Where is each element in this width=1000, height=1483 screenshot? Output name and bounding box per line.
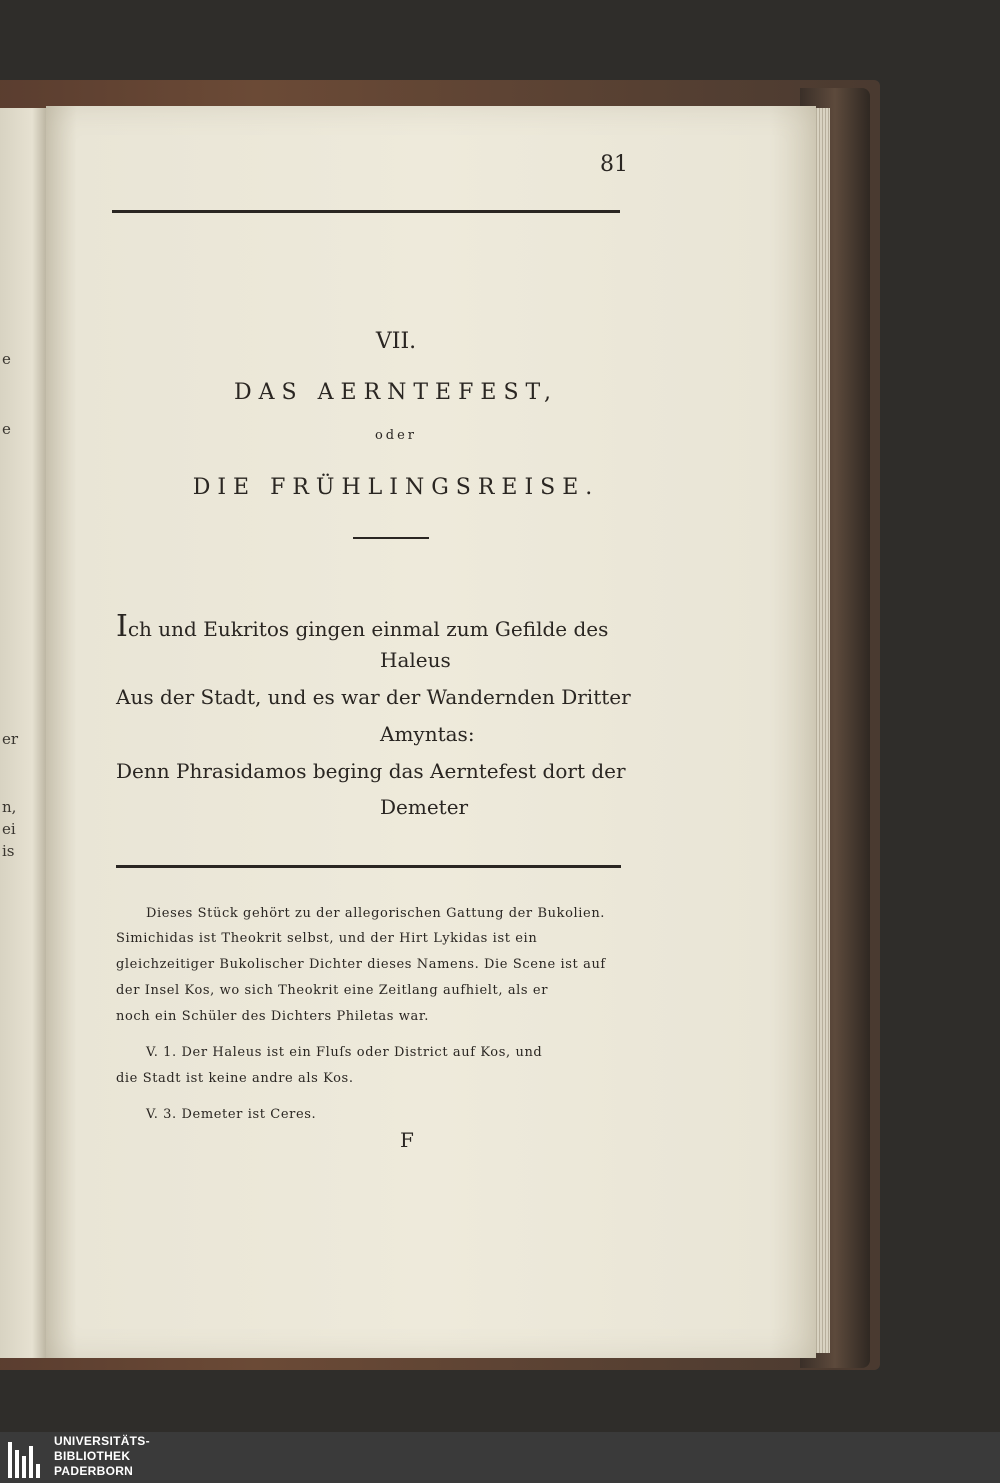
- verse-line-2: Aus der Stadt, und es war der Wandernden Dritter: [116, 685, 631, 709]
- page-number: 81: [600, 152, 628, 177]
- left-page-fragment: er: [2, 730, 19, 748]
- footnote-line: Simichidas ist Theokrit selbst, und der Hirt Lykidas ist ein: [116, 931, 538, 946]
- title-connector: oder: [374, 428, 418, 443]
- left-page-fragment: n,: [2, 798, 17, 816]
- left-page-fragment: e: [2, 350, 11, 368]
- footnote-line: V. 3. Demeter ist Ceres.: [146, 1107, 317, 1122]
- footnote-line: noch ein Schüler des Dichters Philetas war.: [116, 1009, 429, 1024]
- footnote-line: Dieses Stück gehört zu der allegorischen Gattung der Bukolien.: [146, 906, 606, 921]
- footnote-line: die Stadt ist keine andre als Kos.: [116, 1071, 354, 1086]
- top-rule: [112, 210, 620, 213]
- left-page-fragment: is: [2, 842, 15, 860]
- footnote-line: der Insel Kos, wo sich Theokrit eine Zeitlang aufhielt, als er: [116, 983, 549, 998]
- verse-line-3-cont: Demeter: [380, 795, 469, 819]
- left-page: [0, 108, 46, 1358]
- signature-mark: F: [400, 1128, 414, 1152]
- footnote-rule: [116, 865, 621, 868]
- verse-line-1: Ich und Eukritos gingen einmal zum Gefilde des: [116, 609, 609, 644]
- library-footer: [0, 1432, 1000, 1483]
- verse-line-1-cont: Haleus: [380, 648, 451, 672]
- chapter-numeral: VII.: [375, 329, 417, 354]
- title-separator: [353, 537, 429, 539]
- verse-line-2-cont: Amyntas:: [380, 722, 475, 746]
- library-name: UNIVERSITÄTS- BIBLIOTHEK PADERBORN: [54, 1434, 150, 1478]
- footnote-line: V. 1. Der Haleus ist ein Fluſs oder District auf Kos, und: [146, 1045, 543, 1060]
- book-page: [46, 106, 816, 1358]
- left-page-fragment: e: [2, 420, 11, 438]
- chapter-subtitle: DIE FRÜHLINGSREISE.: [192, 475, 600, 500]
- chapter-title: DAS AERNTEFEST,: [234, 380, 558, 405]
- footnote-line: gleichzeitiger Bukolischer Dichter dieses Namens. Die Scene ist auf: [116, 957, 606, 972]
- verse-line-3: Denn Phrasidamos beging das Aerntefest dort der: [116, 759, 626, 783]
- drop-initial: I: [116, 609, 128, 644]
- library-logo-icon: [6, 1438, 46, 1478]
- left-page-fragment: ei: [2, 820, 16, 838]
